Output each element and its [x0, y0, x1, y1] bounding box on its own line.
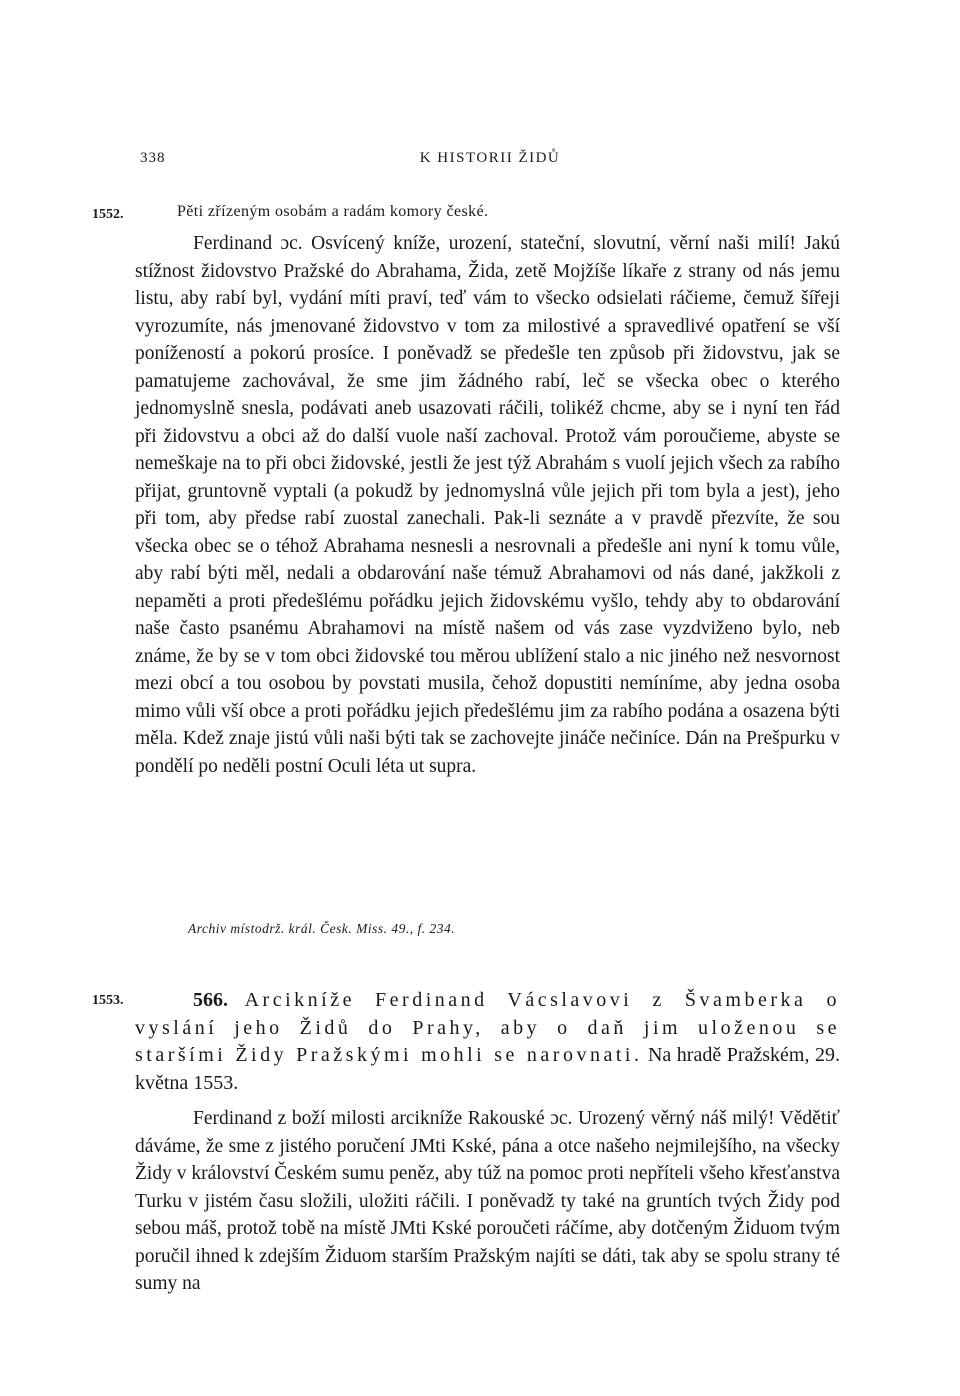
entry-body: Ferdinand ɔc. Osvícený kníže, urození, stateční, slovutní, věrní naši milí! Jakú stížnost židovstvo Pražské do Abrahama, Žida, zetě Mojžíše líkaře z strany od nás jemu listu, aby rabí byl, vydání míti praví, teď vám to všecko odsielati ráčieme, čemuž šířeji vyrozumíte, nás jmenované židovstvo v tom za milostivé a spravedlivé opatření se vší ponížeností a pokorú prosíce. I poněvadž se předešle ten způsob při židovstvu, jak se pamatujeme zachovával, že sme jim žádného rabí, leč se všecka obec o kterého jednomyslně snesla, podávati aneb usazovati ráčili, tolikéž chcme, aby se i nyní ten řád při židovstvu a obci až do další vuole naší zachoval. Protož vám poroučieme, abyste se nemeškaje na to při obci židovské, jestli že jest týž Abrahám s vuolí jejich všech za rabího přijat, gruntovně vyptali (a pokudž by jednomyslná vůle jejich při tom byla a jest), jeho při tom, aby předse rabí zuostal zanechali. Pak-li seznáte a v pravdě přezvíte, že sou všecka obec se o téhož Abrahama nesnesli a nesrovnali a předešle ani nyní k tomu vůle, aby rabí býti měl, nedali a obdarování naše témuž Abrahamovi od nás dané, jakžkoli z nepaměti a proti předešlému pořádku jejich židovskému vyšlo, tehdy aby to obdarování naše často psanému Abrahamovi na místě našem od vás zase vyzdviženo bylo, neb známe, že by se v tom obci židovské tou měrou ublížení stalo a nic jiného než nesvornost mezi obcí a tou osobou by povstati musila, čehož dopustiti nemíníme, aby jedna osoba mimo vůli vší obce a proti pořádku jejich předešlému jim za rabího podána a osazena býti měla. Kdež znaje jistú vůli naši býti tak se zachovejte jináče nečiníce. Dán na Prešpurku v pondělí po neděli postní Oculi léta ut supra. — [135, 233, 840, 777]
running-title: K HISTORII ŽIDŮ — [419, 150, 561, 166]
source-citation: Archiv místodrž. král. Česk. Miss. 49., f. 234. — [188, 921, 456, 936]
document-number: 566. — [193, 989, 228, 1011]
document-heading — [135, 987, 840, 1097]
page-number: 338 — [140, 150, 166, 166]
entry-body: Ferdinand z boží milosti arcikníže Rakouské ɔc. Urozený věrný náš milý! Vědětiť dáváme, že sme z jistého poručení JMti Kské, pána a otce našeho nejmilejšího, na všecky Židy v království Českém sumu peněz, aby túž na pomoc proti nepříteli všeho křesťanstva Turku v jistém času složili, uložiti ráčili. I poněvadž ty také na gruntích tvých Židy pod sebou máš, protož tobě na místě JMti Kské poroučeti ráčíme, aby dotčeným Židuom tvým poručil ihned k zdejším Židuom starším Pražským najíti se dáti, tak aby se spolu strany té sumy na — [135, 1108, 840, 1294]
entry-year: 1552. — [92, 207, 124, 222]
entry-year: 1553. — [92, 993, 124, 1008]
running-header — [140, 150, 840, 170]
entry-title: Pěti zřízeným osobám a radám komory české. — [177, 203, 489, 220]
document-place-date: Na hradě Pražském, 29. května 1553. — [135, 1044, 840, 1094]
document-summary: Arcikníže Ferdinand Vácslavovi z Švamberka o vyslání jeho Židů do Prahy, aby o daň jim uloženou se staršími Židy Pražskými mohli se narovnati. — [135, 989, 841, 1066]
